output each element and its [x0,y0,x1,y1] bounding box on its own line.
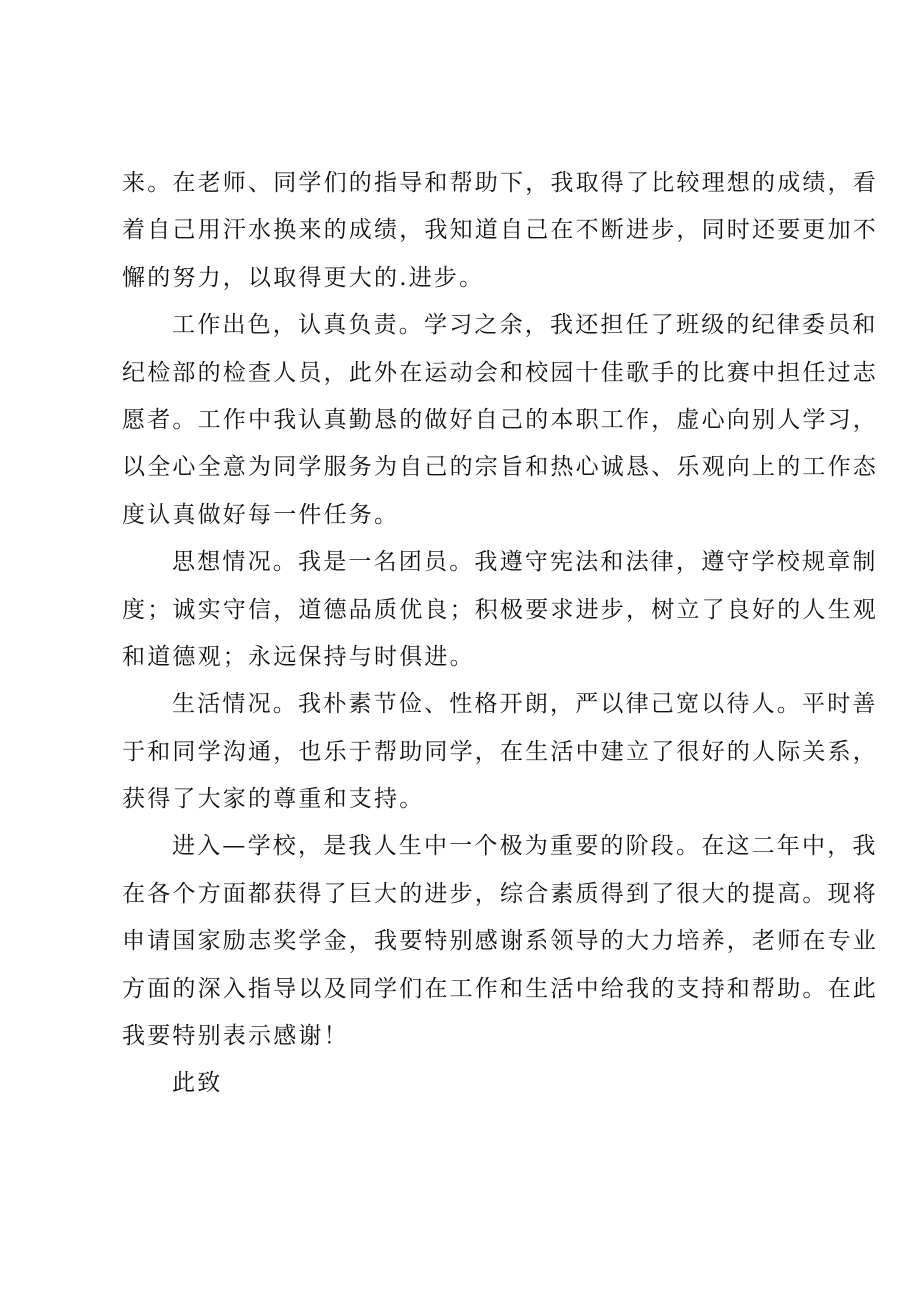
paragraph-line: 以全心全意为同学服务为自己的宗旨和热心诚恳、乐观向上的工作态 [122,454,878,481]
paragraph-thought [122,539,878,681]
paragraph-line: 度；诚实守信，道德品质优良；积极要求进步，树立了良好的人生观 [122,596,878,623]
paragraph-line: 和道德观；永远保持与时俱进。 [122,643,475,670]
paragraph-line: 申请国家励志奖学金，我要特别感谢系领导的大力培养，老师在专业 [122,928,878,955]
paragraph-line: 度认真做好每一件任务。 [122,501,400,528]
paragraph-line: 纪检部的检查人员，此外在运动会和校园十佳歌手的比赛中担任过志 [122,359,878,386]
paragraph-life [122,681,878,823]
letter-closing: 此致 [172,1070,223,1097]
paragraph-line: 着自己用汗水换来的成绩，我知道自己在不断进步，同时还要更加不 [122,217,878,244]
paragraph-line: 进入—学校，是我人生中一个极为重要的阶段。在这二年中，我 [172,833,878,860]
paragraph-line: 我要特别表示感谢！ [122,1023,349,1050]
paragraph-line: 来。在老师、同学们的指导和帮助下，我取得了比较理想的成绩，看 [122,170,878,196]
paragraph-line: 愿者。工作中我认真勤恳的做好自己的本职工作，虚心向别人学习， [122,406,878,433]
paragraph-line: 工作出色，认真负责。学习之余，我还担任了班级的纪律委员和 [172,312,878,339]
paragraph-line: 获得了大家的尊重和支持。 [122,786,425,813]
document-body [122,160,878,1108]
paragraph-line: 生活情况。我朴素节俭、性格开朗，严以律己宽以待人。平时善 [172,691,878,718]
paragraph-line: 于和同学沟通，也乐于帮助同学，在生活中建立了很好的人际关系， [122,738,878,765]
paragraph-line: 在各个方面都获得了巨大的进步，综合素质得到了很大的提高。现将 [122,880,878,907]
paragraph-line: 方面的深入指导以及同学们在工作和生活中给我的支持和帮助。在此 [122,975,878,1002]
paragraph-progress [122,160,878,302]
paragraph-line: 懈的努力，以取得更大的.进步。 [122,264,485,291]
paragraph-work [122,302,878,539]
paragraph-line: 思想情况。我是一名团员。我遵守宪法和法律，遵守学校规章制 [172,549,878,576]
paragraph-summary [122,823,878,1060]
